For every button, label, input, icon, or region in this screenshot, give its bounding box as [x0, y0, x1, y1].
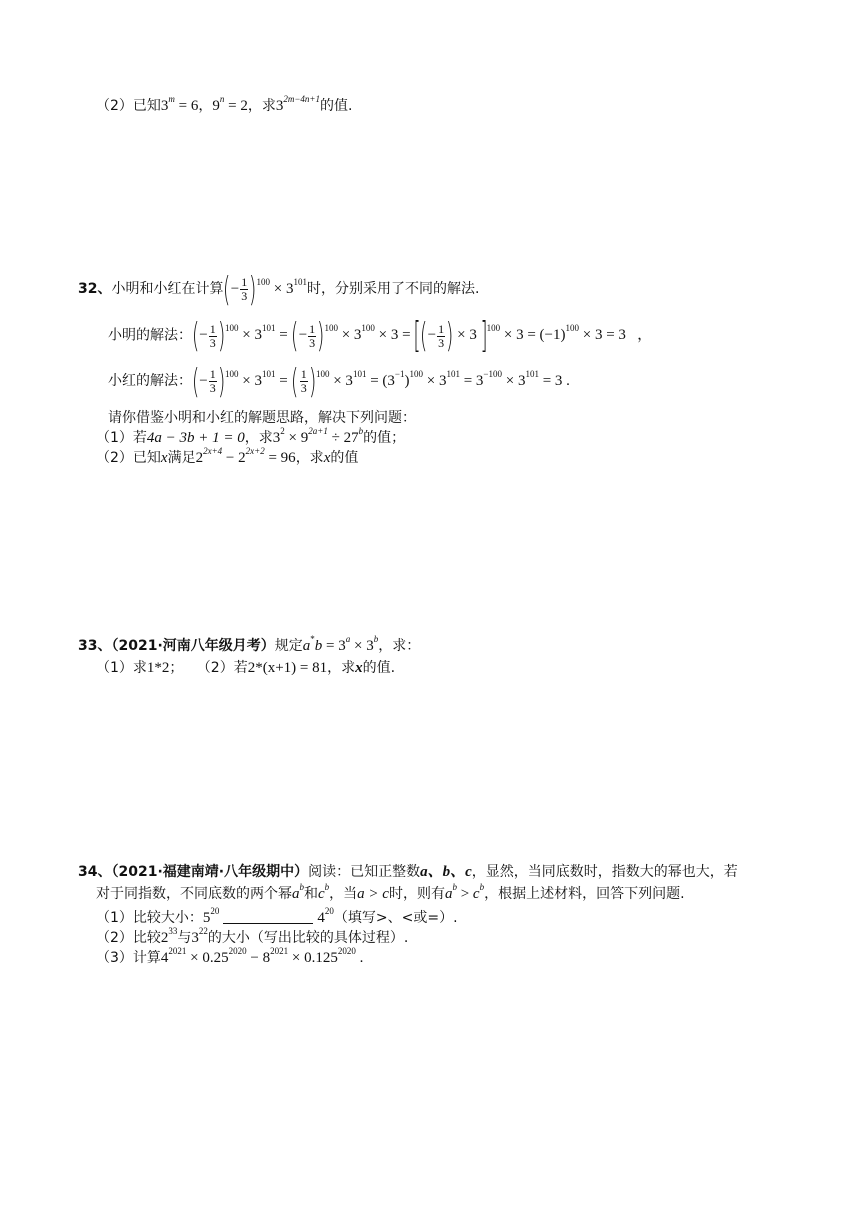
q34-p1-right: $4^{20}$ — [317, 906, 334, 926]
q34-part1 — [96, 908, 458, 928]
q34-read: 阅读：已知正整数 — [308, 864, 421, 880]
q32-intro-a: 小明和小红在计算 — [111, 281, 224, 297]
q31-part2 — [96, 96, 352, 116]
q32-part2 — [96, 448, 358, 468]
q33-source: （2021·河南八年级月考） — [111, 638, 275, 654]
q31-suffix: 的值. — [320, 98, 353, 114]
q32-intro-b: 时，分别采用了不同的解法. — [306, 281, 480, 297]
q34-line2-c: ，当 — [329, 886, 358, 902]
eq1-exponent: m — [168, 94, 175, 104]
q33-p1: （1）求 — [96, 660, 147, 676]
q32-number: 32、 — [78, 281, 112, 297]
q33-p2: （2）若 — [196, 660, 248, 676]
q32-part1 — [96, 428, 405, 448]
q32-p2-suffix: 的值 — [330, 450, 359, 466]
q33-text-a: 规定 — [274, 638, 303, 654]
eq2-base: 9 — [212, 98, 220, 114]
target-exponent: 2m−4n+1 — [283, 94, 321, 104]
target-base: 3 — [275, 98, 284, 114]
q34-part3 — [96, 948, 363, 968]
q32-p1-suffix: 的值； — [363, 430, 406, 446]
q32-p1-prefix: （1）若 — [96, 430, 147, 446]
q33-p2-end: ，求 — [327, 660, 356, 676]
q34-p2-and: 与 — [177, 930, 192, 946]
answer-blank[interactable] — [223, 909, 313, 924]
q34-line2 — [96, 884, 685, 904]
q34-power-cb: $c^b$ — [318, 882, 330, 902]
hong-formula: (− $\frac{1}{3}$ )$^{100} \times 3^{101}$ = ( $\frac{1}{3}$ )$^{100} \times 3^{101} = (3^{-1})^{100} \times 3^{101} = 3^{-100} \times 3^{101} = 3$ . — [191, 361, 570, 402]
q33-number: 33、 — [78, 638, 112, 654]
q32-p1-expression: $3^2 \times 9^{2a+1} \div 27^b$ — [272, 426, 364, 446]
q34-line2-a: 对于同指数，不同底数的两个幂 — [96, 886, 292, 902]
q34-p2-right: $3^{22}$ — [191, 926, 208, 946]
q34-line2-e: ，根据上述材料，回答下列问题. — [484, 886, 685, 902]
q34-p1-suffix: （填写>、<或=）. — [333, 910, 458, 926]
eq2-exponent: n — [219, 94, 225, 104]
hong-solution — [108, 361, 570, 402]
eq2-rhs: = 2 — [228, 98, 248, 114]
q32-p2-ask: ，求 — [295, 450, 324, 466]
q34-p3-prefix: （3）计算 — [96, 950, 161, 966]
q32-p2-mid: 满足 — [167, 450, 196, 466]
q33-p2-tail: 的值. — [362, 660, 396, 676]
ming-label: 小明的解法： — [108, 327, 192, 344]
sep1: ， — [198, 98, 213, 114]
eq1-rhs: = 6 — [178, 98, 199, 114]
q33-header — [78, 636, 420, 656]
q33-p2-expr: 2*(x+1) = 81 — [247, 660, 328, 676]
q34-part2 — [96, 928, 408, 948]
q34-vars: a、b、c — [420, 864, 472, 880]
q34-read-b: ，显然，当同底数时，指数大的幂也大，若 — [471, 864, 738, 880]
q34-power-ab: $a^b$ — [292, 882, 304, 902]
q32-p1-mid: ，求 — [244, 430, 273, 446]
q32-p2-var: x — [160, 450, 168, 466]
q34-line2-b: 和 — [304, 886, 318, 902]
q34-p3-expression: $4^{2021} \times 0.25^{2020} - 8^{2021} \times 0.125^{2020}$ . — [160, 946, 364, 966]
q34-p1-left: $5^{20}$ — [202, 906, 220, 926]
q34-line1 — [78, 862, 738, 882]
q32-guide: 请你借鉴小明和小红的解题思路，解决下列问题： — [108, 410, 416, 426]
q34-result: $a^b > c^b$ — [444, 882, 485, 902]
q33-parts — [96, 658, 395, 678]
q32-expression: (− $\frac{1}{3}$ )$^{100} \times 3^{101}$ — [223, 269, 307, 310]
q32-p1-equation: 4a − 3b + 1 = 0 — [146, 430, 245, 446]
q33-text-b: ，求： — [378, 638, 421, 654]
q32-intro — [78, 269, 480, 310]
q32-p2-equation: $2^{2x+4} - 2^{2x+2} = 96$ — [195, 446, 296, 466]
q34-p2-prefix: （2）比较 — [96, 930, 161, 946]
eq1-base: 3 — [160, 98, 169, 114]
q33-p1-expr: 1*2 — [146, 660, 170, 676]
q33-p1-end: ； — [169, 660, 184, 676]
q34-p2-suffix: 的大小（写出比较的具体过程）. — [207, 930, 409, 946]
q32-p2-prefix: （2）已知 — [96, 450, 161, 466]
q34-condition: a > c — [357, 886, 389, 902]
ming-formula: (− $\frac{1}{3}$ )$^{100} \times 3^{101}$ = (− $\frac{1}{3}$ )$^{100} \times 3^{100} \times 3$ = [(− $\frac{1}{3}$ ) × 3 ]$^{100} \times 3 = (-1)^{100} \times 3 = 3$ ， — [191, 315, 653, 356]
q33-p2-var: x — [355, 660, 363, 676]
q34-p1-prefix: （1）比较大小： — [96, 910, 203, 926]
ming-solution — [108, 315, 653, 356]
q32-p2-var2: x — [323, 450, 331, 466]
q31-part2-prefix: （2）已知 — [96, 98, 161, 114]
q34-number: 34、 — [78, 864, 112, 880]
q34-source: （2021·福建南靖·八年级期中） — [111, 864, 309, 880]
sep2: ，求 — [247, 98, 276, 114]
q34-p2-left: $2^{33}$ — [160, 926, 178, 946]
hong-label: 小红的解法： — [108, 373, 192, 389]
q33-definition: $a^*b = 3^a \times 3^b$ — [302, 634, 379, 654]
q34-line2-d: 时，则有 — [388, 886, 445, 902]
